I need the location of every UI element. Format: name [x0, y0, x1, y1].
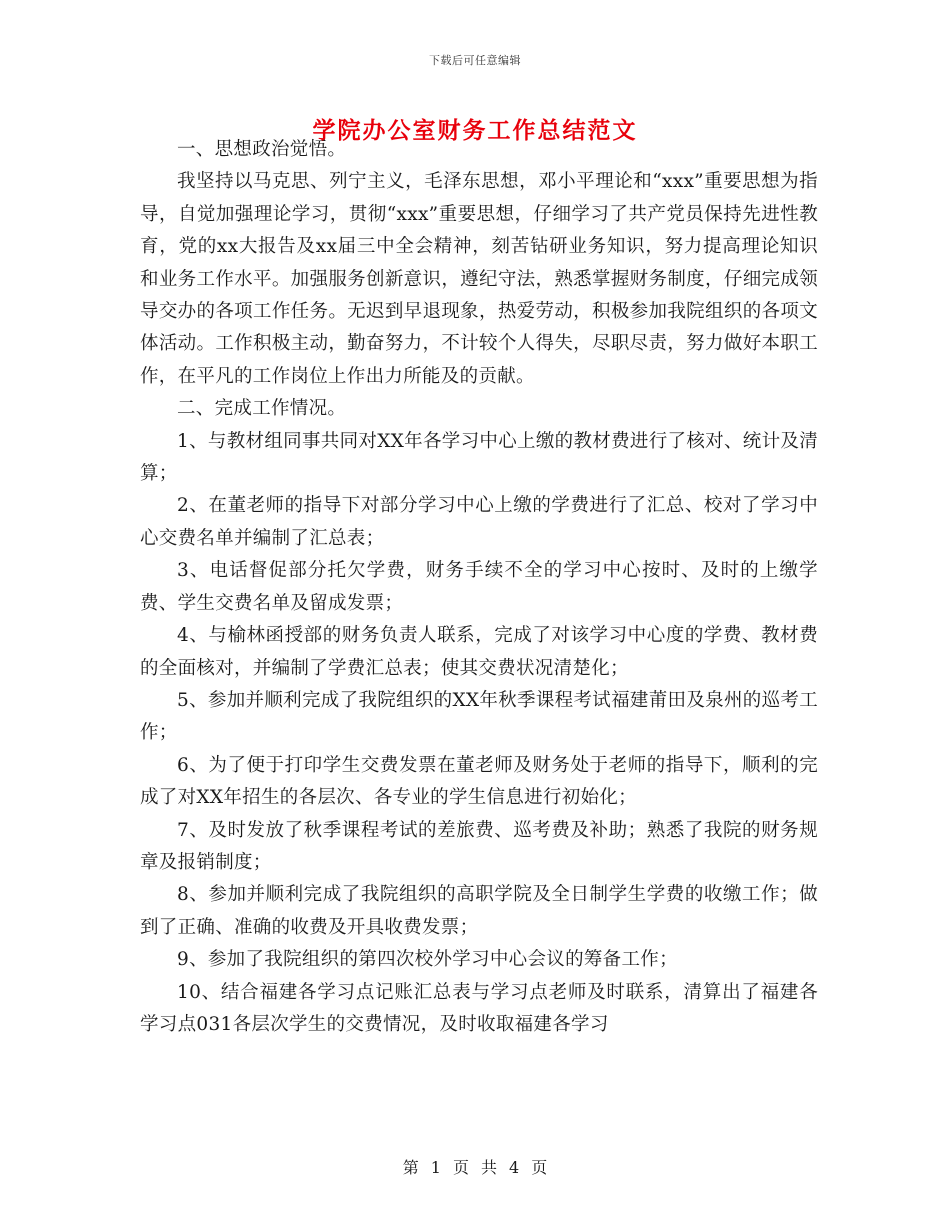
- page-footer: [0, 1155, 950, 1178]
- paragraph: 8、参加并顺利完成了我院组织的高职学院及全日制学生学费的收缴工作；做到了正确、准确的收费及开具收费发票；: [140, 884, 818, 938]
- footer-label: 页: [531, 1158, 548, 1177]
- paragraph: 4、与榆林函授部的财务负责人联系，完成了对该学习中心度的学费、教材费的全面核对，并编制了学费汇总表；使其交费状况清楚化；: [140, 625, 818, 679]
- paragraph: 3、电话督促部分托欠学费，财务手续不全的学习中心按时、及时的上缴学费、学生交费名单及留成发票；: [140, 560, 818, 614]
- paragraph: 我坚持以马克思、列宁主义，毛泽东思想，邓小平理论和“xxx”重要思想为指导，自觉加强理论学习，贯彻“xxx”重要思想，仔细学习了共产党员保持先进性教育，党的xx大报告及xx届三中全会精神，刻苦钻研业务知识，努力提高理论知识和业务工作水平。加强服务创新意识，遵纪守法，熟悉掌握财务制度，仔细完成领导交办的各项工作任务。无迟到早退现象，热爱劳动，积极参加我院组织的各项文体活动。工作积极主动，勤奋努力，不计较个人得失，尽职尽责，努力做好本职工作，在平凡的工作岗位上作出力所能及的贡献。: [140, 171, 818, 387]
- document-title: 学院办公室财务工作总结范文: [312, 117, 638, 144]
- paragraph: 1、与教材组同事共同对XX年各学习中心上缴的教材费进行了核对、统计及清算；: [140, 430, 818, 485]
- document-body: [140, 134, 818, 1041]
- paragraph: 10、结合福建各学习点记账汇总表与学习点老师及时联系，清算出了福建各学习点031各层次学生的交费情况，及时收取福建各学习: [140, 981, 818, 1035]
- paragraph: 9、参加了我院组织的第四次校外学习中心会议的筹备工作；: [177, 949, 678, 971]
- footer-label: 第: [402, 1158, 419, 1177]
- header-note: 下载后可任意编辑: [429, 54, 521, 67]
- paragraph: 二、完成工作情况。: [177, 398, 347, 420]
- paragraph: 7、及时发放了秋季课程考试的差旅费、巡考费及补助；熟悉了我院的财务规章及报销制度；: [140, 819, 818, 873]
- paragraph: 一、思想政治觉悟。: [177, 139, 347, 160]
- page-number-current: 1: [430, 1158, 441, 1177]
- page-number-total: 4: [509, 1158, 520, 1177]
- paragraph: 2、在董老师的指导下对部分学习中心上缴的学费进行了汇总、校对了学习中心交费名单并编制了汇总表；: [140, 495, 818, 549]
- footer-label: 共: [481, 1158, 498, 1177]
- paragraph: 6、为了便于打印学生交费发票在董老师及财务处于老师的指导下，顺利的完成了对XX年招生的各层次、各专业的学生信息进行初始化；: [140, 754, 818, 809]
- paragraph: 5、参加并顺利完成了我院组织的XX年秋季课程考试福建莆田及泉州的巡考工作；: [140, 689, 818, 744]
- footer-label: 页: [452, 1158, 469, 1177]
